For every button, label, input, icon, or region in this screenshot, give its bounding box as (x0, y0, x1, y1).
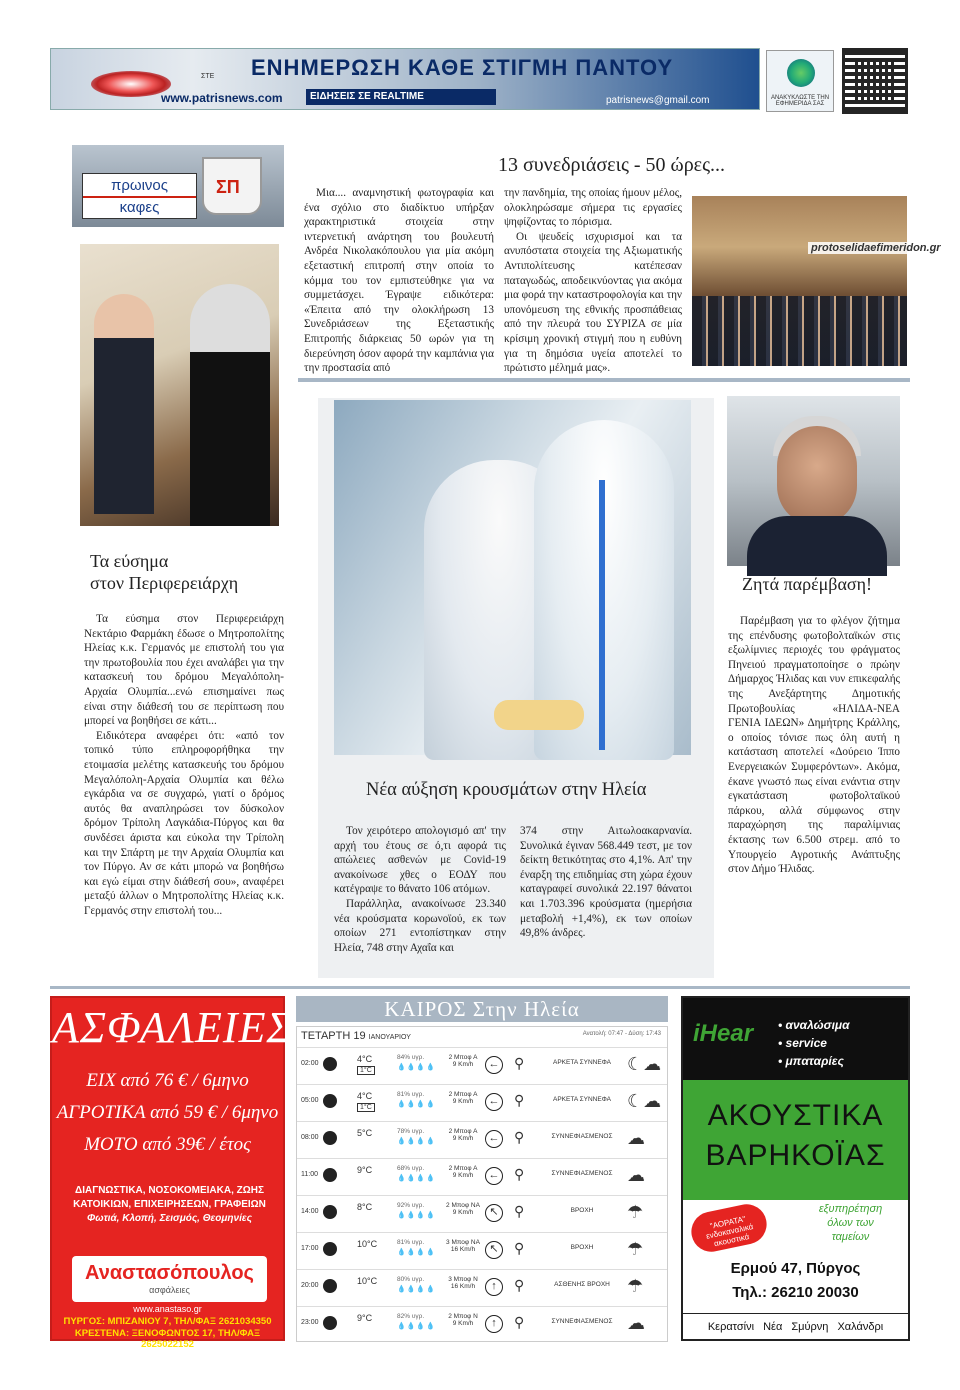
clock-icon (323, 1316, 337, 1330)
weather-temp: 5°C (357, 1128, 373, 1138)
weather-feels: 1°C (357, 1066, 375, 1075)
clock-icon (323, 1279, 337, 1293)
wind-direction-icon: ↖ (485, 1204, 503, 1222)
insurance-website[interactable]: www.anastaso.gr (133, 1304, 202, 1314)
hearing-title: ΑΚΟΥΣΤΙΚΑ ΒΑΡΗΚΟΪΑΣ (683, 1080, 908, 1200)
hearing-branches: Κερατσίνι Νέα Σμύρνη Χαλάνδρι (683, 1313, 908, 1339)
weather-temp: 4°C (357, 1054, 373, 1064)
weather-wind: 2 Μποφ Α 9 Km/h (448, 1165, 478, 1179)
story-top-col2: την πανδημία, της οποίας ήμουν μέλος, ολοκληρώσαμε σήμερα τις εργασίες ψηφίζοντας το πόρισμα. Οι ψευδείς ισχυρισμοί και τα ανυπόστατα στοιχεία της Αξιωματικής Αντιπολίτευσης κατέπεσαν παταγωδώς, αποδεικνύοντας για ακόμα μια φορά την καταστροφολογία και την υπονόμευση της εθνικής προσπάθειας από την πλευρά του ΣΥΡΙΖΑ σε μία κρίσιμη χρονική στιγμή που η ευθύνη για τη δημόσια υγεία αποτελεί το πρώτιστο μέλημά μας». (504, 187, 682, 375)
weather-temp: 10°C (357, 1276, 378, 1286)
weather-humidity: 84% υγρ. (397, 1054, 425, 1061)
story-left-title: Τα εύσημα στον Περιφερειάρχη (90, 551, 239, 593)
weather-hour: 17:00 (301, 1245, 319, 1252)
weather-condition-icon: ☾☁ (627, 1054, 662, 1074)
hearing-brand: iHear (693, 1020, 754, 1047)
weather-row (297, 1121, 667, 1155)
weather-humidity: 81% υγρ. (397, 1091, 425, 1098)
windmill-icon: ⚲ (514, 1203, 525, 1219)
wind-direction-icon: ↖ (485, 1241, 503, 1259)
wind-direction-icon: ← (485, 1093, 503, 1111)
insurance-brand: Αναστασόπουλος ασφάλειες (72, 1256, 267, 1302)
story-center-title: Νέα αύξηση κρουσμάτων στην Ηλεία (366, 780, 647, 800)
weather-row (297, 1158, 667, 1192)
banner-title: ΕΝΗΜΕΡΩΣΗ ΚΑΘΕ ΣΤΙΓΜΗ ΠΑΝΤΟΥ (251, 55, 674, 80)
drops-icon: 💧💧💧💧 (397, 1286, 436, 1293)
eye-graphic (91, 71, 171, 97)
weather-condition-icon: ☂ (627, 1239, 644, 1259)
weather-hour: 23:00 (301, 1319, 319, 1326)
weather-humidity: 82% υγρ. (397, 1313, 425, 1320)
windmill-icon: ⚲ (514, 1166, 525, 1182)
weather-row (297, 1084, 667, 1118)
column-logo-line2: καφες (83, 196, 196, 218)
wind-direction-icon: ↑ (485, 1315, 503, 1333)
weather-condition: ΒΡΟΧΗ (570, 1244, 594, 1251)
story-top-title: 13 συνεδριάσεις - 50 ώρες... (498, 154, 725, 176)
weather-wind: 2 Μποφ Α 9 Km/h (448, 1091, 478, 1105)
weather-wind: 2 Μποφ Α 9 Km/h (448, 1054, 478, 1068)
hearing-item-2: • service (778, 1036, 827, 1050)
insurance-line-agri: ΑΓΡΟΤΙΚΑ από 59 € / 6μηνο (56, 1102, 279, 1123)
weather-title: ΚΑΙΡΟΣ Στην Ηλεία (296, 996, 668, 1022)
weather-humidity: 81% υγρ. (397, 1239, 425, 1246)
weather-wind: 2 Μποφ Α 9 Km/h (448, 1128, 478, 1142)
drops-icon: 💧💧💧💧 (397, 1212, 436, 1219)
weather-condition-icon: ☁ (627, 1128, 645, 1148)
weather-temp: 8°C (357, 1202, 373, 1212)
clock-icon (323, 1057, 337, 1071)
windmill-icon: ⚲ (514, 1277, 525, 1293)
weather-condition: ΑΣΘΕΝΗΣ ΒΡΟΧΗ (554, 1281, 610, 1288)
photo-kralls (727, 396, 900, 566)
wind-direction-icon: ← (485, 1130, 503, 1148)
weather-hour: 08:00 (301, 1134, 319, 1141)
clock-icon (323, 1168, 337, 1182)
photo-medical-staff (334, 400, 691, 755)
column-logo (72, 145, 284, 227)
photo-parliament-committee (692, 196, 907, 366)
banner-realtime: ΕΙΔΗΣΕΙΣ ΣΕ REALTIME (306, 89, 496, 105)
recycle-logo (766, 50, 834, 112)
weather-row (297, 1195, 667, 1229)
drops-icon: 💧💧💧💧 (397, 1138, 436, 1145)
coffee-cup-icon (202, 157, 262, 215)
windmill-icon: ⚲ (514, 1240, 525, 1256)
divider (298, 378, 910, 382)
weather-row (297, 1232, 667, 1266)
insurance-line-car: ΕΙΧ από 76 € / 6μηνο (86, 1070, 249, 1091)
weather-hour: 02:00 (301, 1060, 319, 1067)
weather-humidity: 78% υγρ. (397, 1128, 425, 1135)
insurance-footer-1: ΠΥΡΓΟΣ: ΜΠΙΖΑΝΙΟΥ 7, ΤΗΛ/ΦΑΞ 2621034350 (63, 1316, 272, 1327)
weather-condition: ΒΡΟΧΗ (570, 1207, 594, 1214)
weather-wind: 3 Μποφ ΝΑ 16 Km/h (446, 1239, 480, 1253)
weather-humidity: 68% υγρ. (397, 1165, 425, 1172)
wind-direction-icon: ↑ (485, 1278, 503, 1296)
weather-condition: ΣΥΝΝΕΦΙΑΣΜΕΝΟΣ (551, 1133, 613, 1140)
insurance-services-2: ΚΑΤΟΙΚΙΩΝ, ΕΠΙΧΕΙΡΗΣΕΩΝ, ΓΡΑΦΕΙΩΝ (73, 1199, 266, 1210)
weather-wind: 3 Μποφ Ν 16 Km/h (448, 1276, 478, 1290)
insurance-footer-2: ΚΡΕΣΤΕΝΑ: ΞΕΝΟΦΩΝΤΟΣ 17, ΤΗΛ/ΦΑΞ 2625022152 (74, 1328, 261, 1350)
story-left-body: Τα εύσημα στον Περιφερειάρχη Νεκτάριο Φαρμάκη έδωσε ο Μητροπολίτης Ηλείας κ.κ. Γερμανός με επιστολή του για την πρωτοβουλία που έχει αναλάβει για την κατασκευή του δρόμου Μεγαλόπολη-Αρχαία Ολυμπία...ενώ επισημαίνει πως είναι στην διάθεσή του σε περίπτωση που μπορεί να βοηθήσει σε κάτι... Ειδικότερα αναφέρει ότι: «από τον τοπικό τύπο επληροφορήθηκα την ετοιμασία μελέτης κατασκευής του δρόμου Μεγαλόπολη-Αρχαία Ολυμπία και θέλω εγκάρδια να σε συγχαρώ, γιατί ο δρόμος αυτός θα αναπληρώσει τον δύσκολον δρόμον Τρίπολη Λαγκάδια-Πύργος και θα συνδέσει άριστα και εύκολα την Τρίπολη και την Σπάρτη με την Αρχαία Ολυμπία και τον Πύργο. Αν σε κάτι μπορώ να βοηθήσω και εγώ είμαι στην διάθεσή σου», αναφέρει μεταξύ άλλων ο Μητροπολίτης Ηλείας κ.κ. Γερμανός στην επιστολή του... (84, 613, 284, 917)
insurance-line-moto: ΜΟΤΟ από 39€ / έτος (84, 1134, 251, 1155)
clock-icon (323, 1205, 337, 1219)
windmill-icon: ⚲ (514, 1314, 525, 1330)
weather-hour: 14:00 (301, 1208, 319, 1215)
weather-condition: ΣΥΝΝΕΦΙΑΣΜΕΝΟΣ (551, 1170, 613, 1177)
story-center-col1: Τον χειρότερο απολογισμό απ' την αρχή του έτους σε ό,τι αφορά τις απώλειες ασθενών με Covid-19 ανακοίνωσε χθες ο ΕΟΔΥ που κατέγραψε το θάνατο 106 ατόμων. Παράλληλα, ανακοίνωσε 23.340 νέα κρούσματα κορωνοϊού, εκ των οποίων 271 εντοπίστηκαν στην Ηλεία, 748 στην Αχαΐα και (334, 825, 506, 954)
drops-icon: 💧💧💧💧 (397, 1175, 436, 1182)
hearing-ad[interactable] (681, 996, 910, 1341)
insurance-title: ΑΣΦΑΛΕΙΕΣ (52, 1003, 294, 1052)
windmill-icon: ⚲ (514, 1129, 525, 1145)
weather-wind: 2 Μποφ ΝΑ 9 Km/h (446, 1202, 480, 1216)
weather-hour: 20:00 (301, 1282, 319, 1289)
weather-row (297, 1047, 667, 1081)
windmill-icon: ⚲ (514, 1092, 525, 1108)
globe-icon (787, 59, 815, 87)
weather-temp: 4°C (357, 1091, 373, 1101)
weather-hour: 05:00 (301, 1097, 319, 1104)
weather-day: ΤΕΤΑΡΤΗ 19 ΙΑΝΟΥΑΡΙΟΥ (301, 1030, 411, 1042)
drops-icon: 💧💧💧💧 (397, 1323, 436, 1330)
clock-icon (323, 1131, 337, 1145)
wind-direction-icon: ← (485, 1056, 503, 1074)
weather-condition: ΑΡΚΕΤΑ ΣΥΝΝΕΦΑ (552, 1096, 612, 1103)
column-logo-line1: πρωινος (111, 177, 168, 194)
weather-temp: 9°C (357, 1165, 373, 1175)
story-right-title: Ζητά παρέμβαση! (742, 574, 872, 594)
weather-condition: ΑΡΚΕΤΑ ΣΥΝΝΕΦΑ (552, 1059, 612, 1066)
weather-condition-icon: ☾☁ (627, 1091, 662, 1111)
drops-icon: 💧💧💧💧 (397, 1249, 436, 1256)
windmill-icon: ⚲ (514, 1055, 525, 1071)
weather-temp: 9°C (357, 1313, 373, 1323)
hearing-seal: "ΑΟΡΑΤΑ" ενδοκαναλικά ακουστικά (688, 1201, 771, 1256)
recycle-label: ΑΝΑΚΥΚΛΩΣΤΕ ΤΗΝ ΕΦΗΜΕΡΙΔΑ ΣΑΣ (770, 95, 830, 107)
hearing-phone[interactable]: Τηλ.: 26210 20030 (732, 1284, 859, 1301)
weather-row (297, 1306, 667, 1340)
hearing-item-1: • αναλώσιμα (778, 1018, 850, 1032)
drops-icon: 💧💧💧💧 (397, 1064, 436, 1071)
weather-feels: 1°C (357, 1103, 375, 1112)
story-right-body: Παρέμβαση για το φλέγον ζήτημα της επένδυσης φωτοβολταϊκών στις εξωλίμνιες περιοχές του φράγματος Πηνειού πραγματοποίησε ο πρώην Δήμαρχος Ήλιδας και νυν επικεφαλής της Ανεξάρτητης Δημοτικής Πρωτοβουλίας «ΗΛΙΔΑ-ΝΕΑ ΓΕΝΙΑ ΙΔΕΩΝ» Δημήτρης Κράλλης, ο οποίος τόνισε πως όλη αυτή η κατάσταση αποτελεί «Δούρειο Ίππο Ενεργειακών Συμφερόντων». Ακόμα, έκανε γνωστό πως είναι ενάντια στην εγκατάσταση φωτοβολταϊκού πάρκου, αλλά σύμφωνος στην παραχώρηση της παραλίμνιας έκτασης των 6.500 στρεμ. από το Υπουργείο Αγροτικής Ανάπτυξης στον Δήμο Ήλιδας. (728, 615, 900, 876)
weather-hour: 11:00 (301, 1171, 318, 1178)
hearing-service: εξυπηρέτηση όλων των ταμείων (818, 1203, 883, 1243)
column-logo-label (82, 173, 197, 219)
clock-icon (323, 1094, 337, 1108)
weather-row (297, 1269, 667, 1303)
clock-icon (323, 1242, 337, 1256)
weather-humidity: 80% υγρ. (397, 1276, 425, 1283)
story-top-col1: Μια.... αναμνηστική φωτογραφία και ένα σχόλιο στο διαδίκτυο υπήρξαν χαρακτηριστικά στοιχεία στην ιντερνετική ανάρτηση του βουλευτή Ανδρέα Νικολακόπουλου για μία ακόμη εξεταστική επιτροπή στην οποία το κόμμα του τον εμπιστεύθηκε για να συμμετάσχει. Έγραψε ειδικότερα: «Έπειτα από την ολοκλήρωση 13 Συνεδριάσεων της Εξεταστικής Επιτροπής διάρκειας 50 ωρών για τη διερεύνηση όσον αφορά την καμπάνια για την προστασία από (304, 187, 494, 375)
qr-code[interactable] (842, 48, 908, 114)
banner-website[interactable]: www.patrisnews.com (161, 91, 283, 105)
weather-sun: Ανατολή: 07:47 - Δύση: 17:43 (582, 1031, 661, 1037)
weather-condition-icon: ☂ (627, 1276, 644, 1296)
watermark: protoselidaefimeridon.gr (808, 242, 944, 254)
weather-table (296, 1026, 668, 1342)
weather-wind: 2 Μποφ Ν 9 Km/h (448, 1313, 478, 1327)
weather-condition-icon: ☁ (627, 1313, 645, 1333)
masthead-banner[interactable] (50, 48, 760, 110)
story-center-col2: 374 στην Αιτωλοακαρνανία. Συνολικά έγιναν 568.449 τεστ, με τον δείκτη θετικότητας στο 4,1%. Απ' την έναρξη της επιδημίας στη χώρα έχουν καταγραφεί συνολικά 22.197 θάνατοι και 1.703.396 κρούσματα (ημερήσια μεταβολή +1,4%), εκ των οποίων 49,8% άνδρες. (520, 825, 692, 940)
weather-condition: ΣΥΝΝΕΦΙΑΣΜΕΝΟΣ (551, 1318, 613, 1325)
divider-bottom (50, 986, 910, 989)
weather-humidity: 92% υγρ. (397, 1202, 425, 1209)
wind-direction-icon: ← (485, 1167, 503, 1185)
drops-icon: 💧💧💧💧 (397, 1101, 436, 1108)
weather-condition-icon: ☁ (627, 1165, 645, 1185)
insurance-ad[interactable] (50, 996, 294, 1350)
photo-governor-metropolitan (80, 244, 279, 526)
hearing-item-3: • μπαταρίες (778, 1054, 844, 1068)
weather-condition-icon: ☂ (627, 1202, 644, 1222)
banner-ste: ΣΤΕ (201, 73, 215, 80)
insurance-services-1: ΔΙΑΓΝΩΣΤΙΚΑ, ΝΟΣΟΚΟΜΕΙΑΚΑ, ΖΩΗΣ (75, 1185, 264, 1196)
banner-email[interactable]: patrisnews@gmail.com (606, 95, 710, 106)
weather-temp: 10°C (357, 1239, 378, 1249)
hearing-address: Ερμού 47, Πύργος (730, 1260, 861, 1277)
insurance-services-3: Φωτιά, Κλοπή, Σεισμός, Θεομηνίες (87, 1213, 252, 1224)
